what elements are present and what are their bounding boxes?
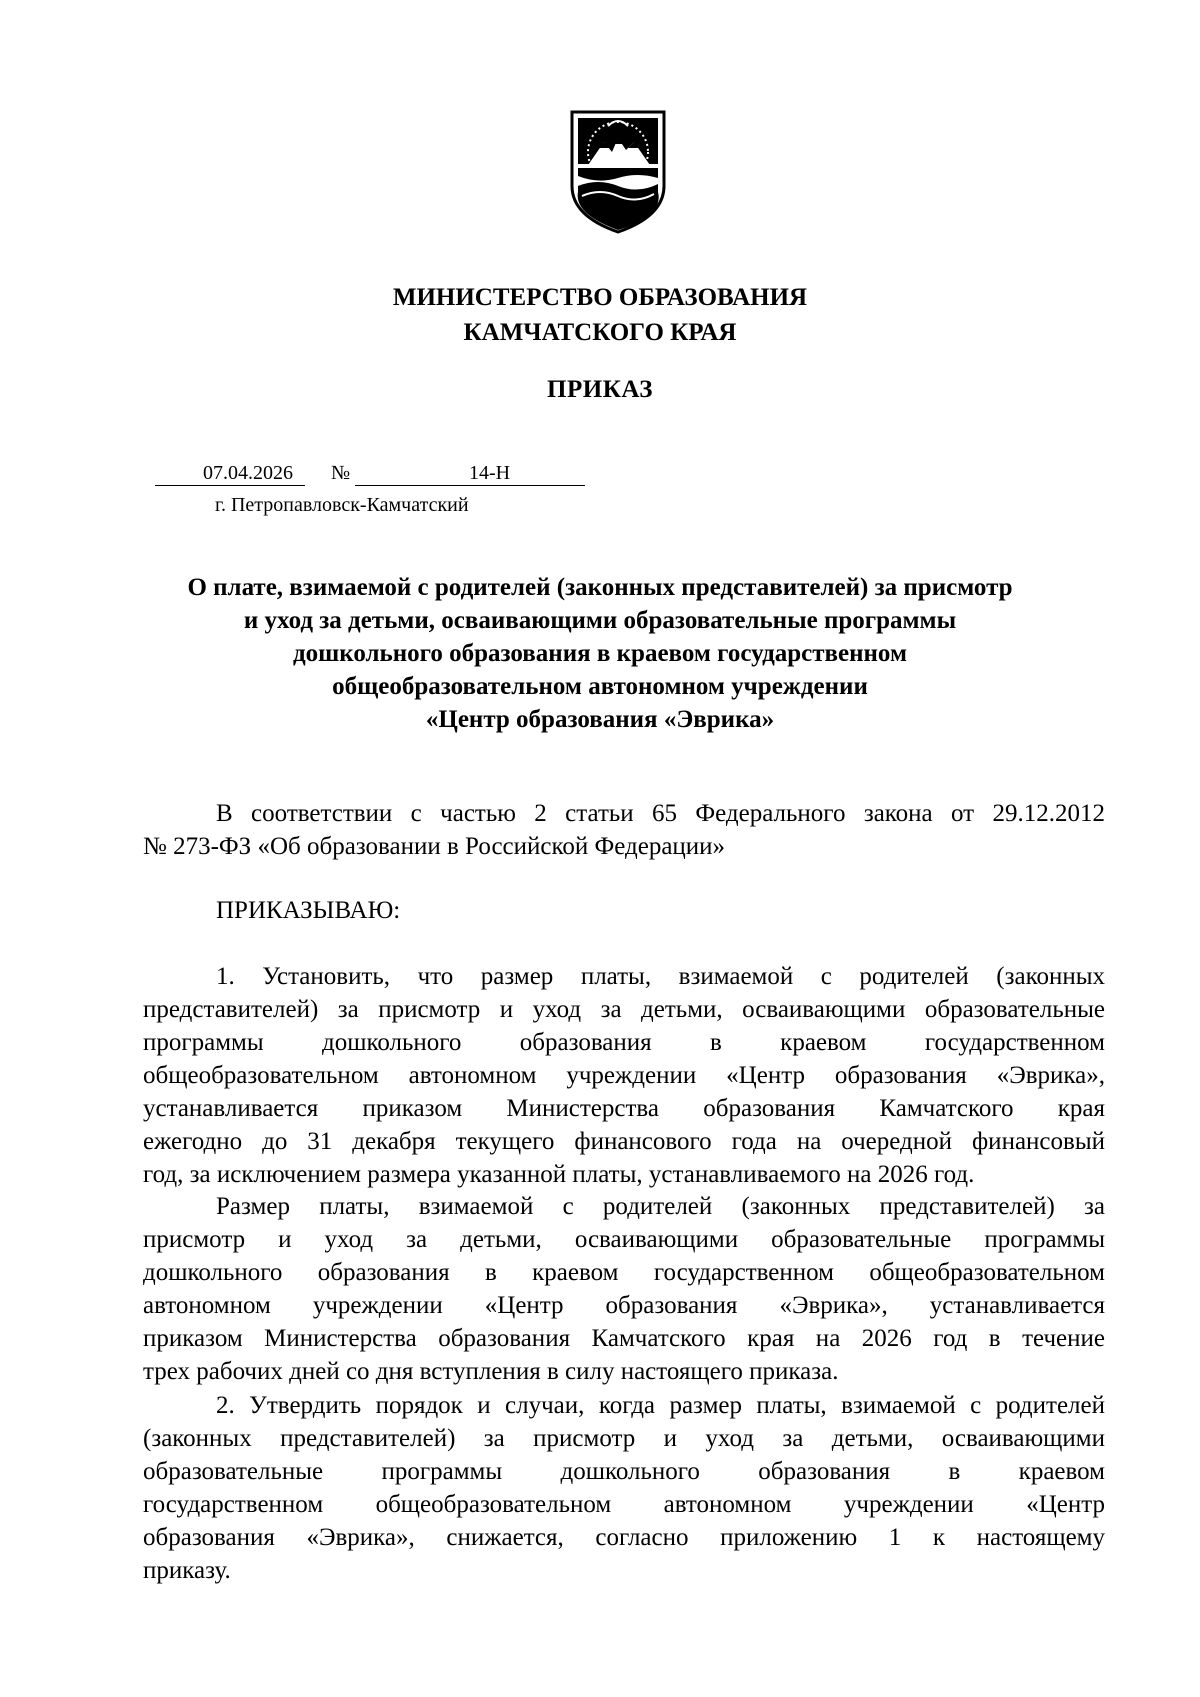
paragraph-line: 2. Утвердить порядок и случаи, когда размер платы, взимаемой с родителей xyxy=(216,1392,1105,1419)
paragraph-line: 1. Установить, что размер платы, взимаемой с родителей (законных xyxy=(216,963,1105,990)
paragraph-2 xyxy=(143,1389,1105,1587)
city-name: г. Петропавловск-Камчатский xyxy=(215,494,469,516)
subject-line: и уход за детьми, осваивающими образовательные программы xyxy=(243,607,957,634)
subject-line: О плате, взимаемой с родителей (законных представителей) за присмотр xyxy=(187,574,1013,601)
paragraph-line: образовательные программы дошкольного образования в краевом xyxy=(143,1458,1105,1485)
paragraph-1-continued xyxy=(143,1190,1105,1388)
ministry-line-1: МИНИСТЕРСТВО ОБРАЗОВАНИЯ xyxy=(392,284,808,311)
paragraph-line: (законных представителей) за присмотр и уход за детьми, осваивающими xyxy=(143,1425,1105,1452)
paragraph-line: Размер платы, взимаемой с родителей (законных представителей) за xyxy=(216,1193,1105,1220)
ministry-name xyxy=(0,280,1200,350)
subject-line: «Центр образования «Эврика» xyxy=(425,706,775,733)
subject-line: дошкольного образования в краевом государственном xyxy=(293,640,907,667)
paragraph-line: автономном учреждении «Центр образования «Эврика», устанавливается xyxy=(143,1292,1105,1319)
paragraph-line: трех рабочих дней со дня вступления в силу настоящего приказа. xyxy=(143,1358,839,1385)
paragraph-line: программы дошкольного образования в краевом государственном xyxy=(143,1029,1105,1056)
paragraph-line: приказом Министерства образования Камчатского края на 2026 год в течение xyxy=(143,1325,1105,1352)
subject-line: общеобразовательном автономном учреждении xyxy=(332,673,868,700)
paragraph-1 xyxy=(143,960,1105,1191)
paragraph-line: представителей) за присмотр и уход за детьми, осваивающими образовательные xyxy=(143,996,1105,1023)
preamble-line: № 273-ФЗ «Об образовании в Российской Федерации» xyxy=(143,833,726,860)
preamble-line: В соответствии с частью 2 статьи 65 Федерального закона от 29.12.2012 xyxy=(216,800,1105,827)
paragraph-line: устанавливается приказом Министерства образования Камчатского края xyxy=(143,1095,1105,1122)
registration-line xyxy=(155,462,585,488)
order-subject xyxy=(120,571,1080,736)
paragraph-line: ежегодно до 31 декабря текущего финансового года на очередной финансовый xyxy=(143,1128,1105,1155)
registration-date: 07.04.2026 xyxy=(155,462,305,486)
preamble xyxy=(143,797,1105,863)
ministry-line-2: КАМЧАТСКОГО КРАЯ xyxy=(463,319,737,346)
paragraph-line: присмотр и уход за детьми, осваивающими образовательные программы xyxy=(143,1226,1105,1253)
document-type: ПРИКАЗ xyxy=(547,376,653,403)
registration-number: 14-Н xyxy=(355,462,585,486)
number-sign: № xyxy=(331,462,351,484)
coat-of-arms-icon xyxy=(568,108,668,236)
order-word: ПРИКАЗЫВАЮ: xyxy=(216,897,401,924)
paragraph-line: образования «Эврика», снижается, согласно приложению 1 к настоящему xyxy=(143,1524,1105,1551)
paragraph-line: общеобразовательном автономном учреждении «Центр образования «Эврика», xyxy=(143,1062,1105,1089)
paragraph-line: год, за исключением размера указанной платы, устанавливаемого на 2026 год. xyxy=(143,1161,975,1188)
paragraph-line: государственном общеобразовательном автономном учреждении «Центр xyxy=(143,1491,1105,1518)
paragraph-line: приказу. xyxy=(143,1557,231,1584)
paragraph-line: дошкольного образования в краевом государственном общеобразовательном xyxy=(143,1259,1105,1286)
